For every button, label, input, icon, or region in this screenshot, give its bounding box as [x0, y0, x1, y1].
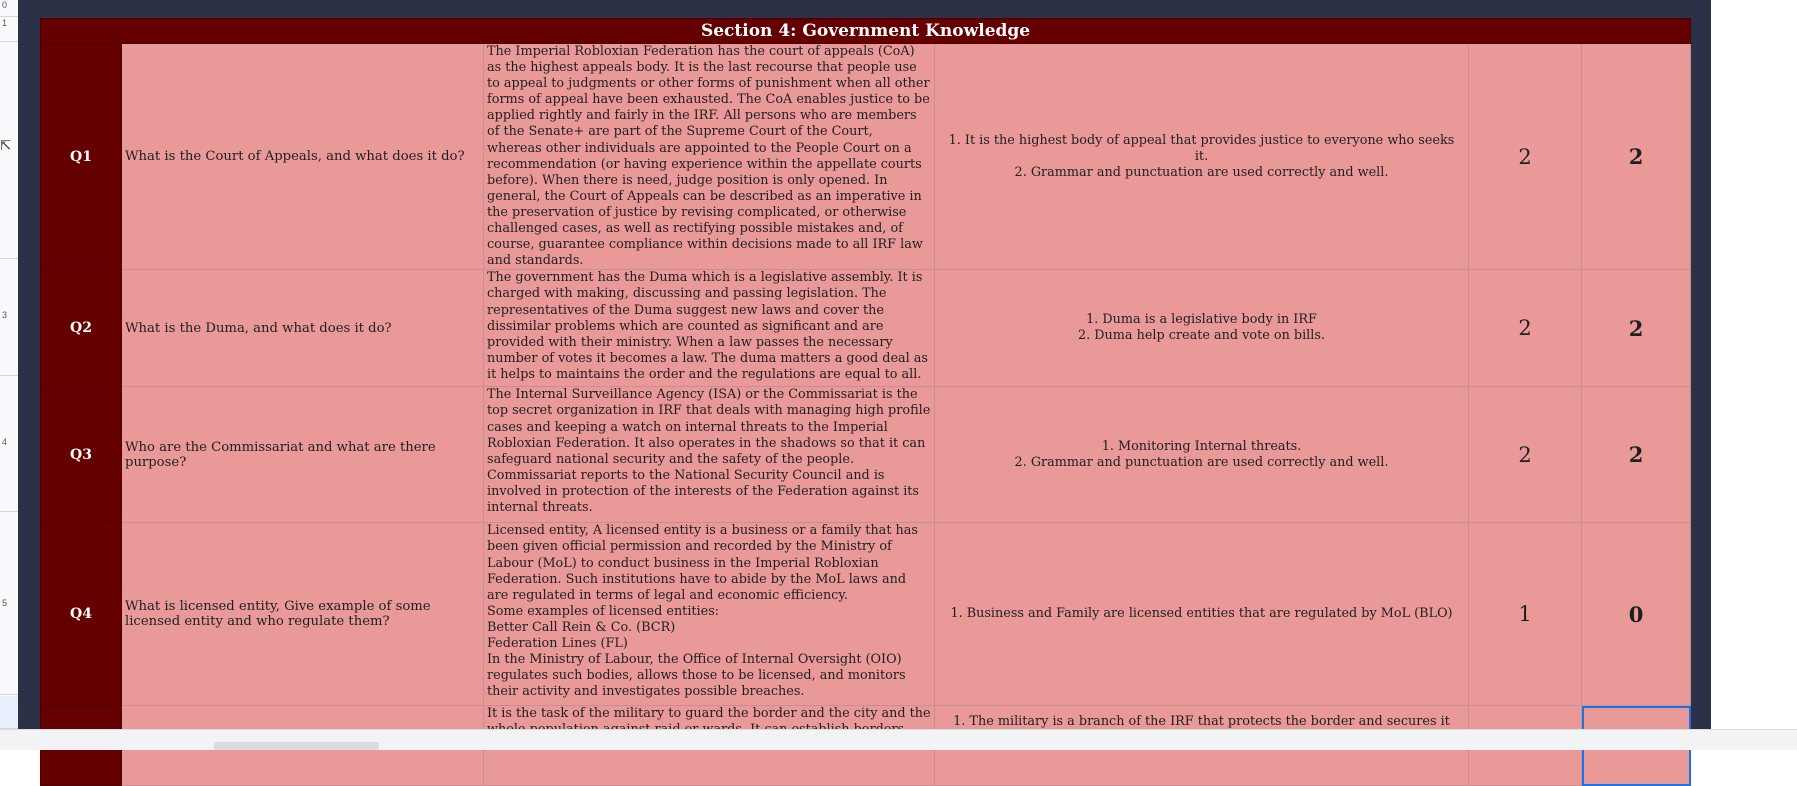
answer-cell[interactable]: It is the task of the military to guard the border and the city and the	[484, 706, 935, 786]
rubric-cell[interactable]: 1. Monitoring Internal threats. 2. Grammar and punctuation are used correctly and well.	[935, 387, 1469, 523]
question-cell[interactable]: What is licensed entity, Give example of some licensed entity and who regulate them?	[122, 523, 484, 706]
row-number[interactable]	[0, 696, 18, 729]
max-score-cell[interactable]: 2	[1469, 44, 1582, 270]
score-cell[interactable]: 2	[1582, 270, 1691, 387]
bottom-bar	[0, 729, 1797, 750]
rubric-cell[interactable]: 1. Business and Family are licensed entities that are regulated by MoL (BLO)	[935, 523, 1469, 706]
answer-cell[interactable]: Licensed entity, A licensed entity is a business or a family that has been given official permission and recorded by the Ministry of Labour (MoL) to conduct business in the Imperial Robloxian Federation. Such institutions have to abide by the MoL laws and are regulated in terms of legal and economic efficiency. Some examples of licensed entities: Better Call Rein & Co. (BCR) Federation Lines (FL) In the Ministry of Labour, the Office of Internal Oversight (OIO) regulates such bodies, allows those to be licensed, and monitors their activity and investigates possible breaches.	[484, 523, 935, 706]
question-id[interactable]: Q1	[41, 44, 122, 270]
row-number[interactable]: 1	[0, 18, 18, 42]
row-number[interactable]: 4	[0, 377, 18, 512]
max-score-cell[interactable]: 1	[1469, 523, 1582, 706]
table-row	[41, 44, 1691, 270]
horizontal-scrollbar[interactable]	[214, 742, 379, 750]
score-cell[interactable]: 0	[1582, 523, 1691, 706]
spreadsheet-grid	[40, 18, 1690, 729]
mouse-cursor-icon: ⇱	[0, 138, 12, 154]
answer-cell[interactable]: The Imperial Robloxian Federation has the court of appeals (CoA) as the highest appeals body. It is the last recourse that people use to appeal to judgments or other forms of punishment when all other forms of appeal have been exhausted. The CoA enables justice to be applied rightly and fairly in the IRF. All persons who are members of the Senate+ are part of the Supreme Court of the Court, whereas other individuals are appointed to the People Court on a recommendation (or having experience within the appellate courts before). When there is need, judge position is only opened. In general, the Court of Appeals can be described as an imperative in the preservation of justice by revising complicated, or otherwise challenged cases, as well as rectifying possible mistakes and, of course, guarantee compliance within decisions made to all IRF law and standards.	[484, 44, 935, 270]
question-cell[interactable]: What is the Duma, and what does it do?	[122, 270, 484, 387]
government-knowledge-table	[40, 18, 1691, 786]
question-cell[interactable]: Who are the Commissariat and what are there purpose?	[122, 387, 484, 523]
row-number-gutter	[0, 0, 19, 749]
answer-cell[interactable]: The government has the Duma which is a legislative assembly. It is charged with making, discussing and passing legislation. The representatives of the Duma suggest new laws and cover the dissimilar problems which are counted as significant and are provided with their ministry. When a law passes the necessary number of votes it becomes a law. The duma matters a good deal as it helps to maintains the order and the regulations are equal to all.	[484, 270, 935, 387]
rubric-cell[interactable]: 1. It is the highest body of appeal that provides justice to everyone who seeks it. 2. Grammar and punctuation are used correctly and well.	[935, 44, 1469, 270]
table-row	[41, 523, 1691, 706]
question-id[interactable]: Q2	[41, 270, 122, 387]
answer-cell[interactable]: The Internal Surveillance Agency (ISA) or the Commissariat is the top secret organization in IRF that deals with managing high profile cases and keeping a watch on internal threats to the Imperial Robloxian Federation. It also operates in the shadows so that it can safeguard national security and the safety of the people. Commissariat reports to the National Security Council and is involved in protection of the interests of the Federation against its internal threats.	[484, 387, 935, 523]
question-cell[interactable]: What is the Court of Appeals, and what does it do?	[122, 44, 484, 270]
section-title-row	[41, 19, 1691, 44]
table-row	[41, 387, 1691, 523]
question-id[interactable]: Q4	[41, 523, 122, 706]
rubric-cell[interactable]: 1. The military is a branch of the IRF that protects the border and secures it	[935, 706, 1469, 786]
score-cell[interactable]: 2	[1582, 44, 1691, 270]
max-score-cell[interactable]: 2	[1469, 270, 1582, 387]
row-number[interactable]: 5	[0, 513, 18, 695]
question-id[interactable]: Q3	[41, 387, 122, 523]
table-row	[41, 270, 1691, 387]
max-score-cell[interactable]: 2	[1469, 387, 1582, 523]
section-title[interactable]: Section 4: Government Knowledge	[41, 19, 1691, 44]
row-number[interactable]: 0	[0, 0, 18, 17]
row-number[interactable]: 3	[0, 260, 18, 376]
rubric-cell[interactable]: 1. Duma is a legislative body in IRF 2. Duma help create and vote on bills.	[935, 270, 1469, 387]
score-cell[interactable]: 2	[1582, 387, 1691, 523]
